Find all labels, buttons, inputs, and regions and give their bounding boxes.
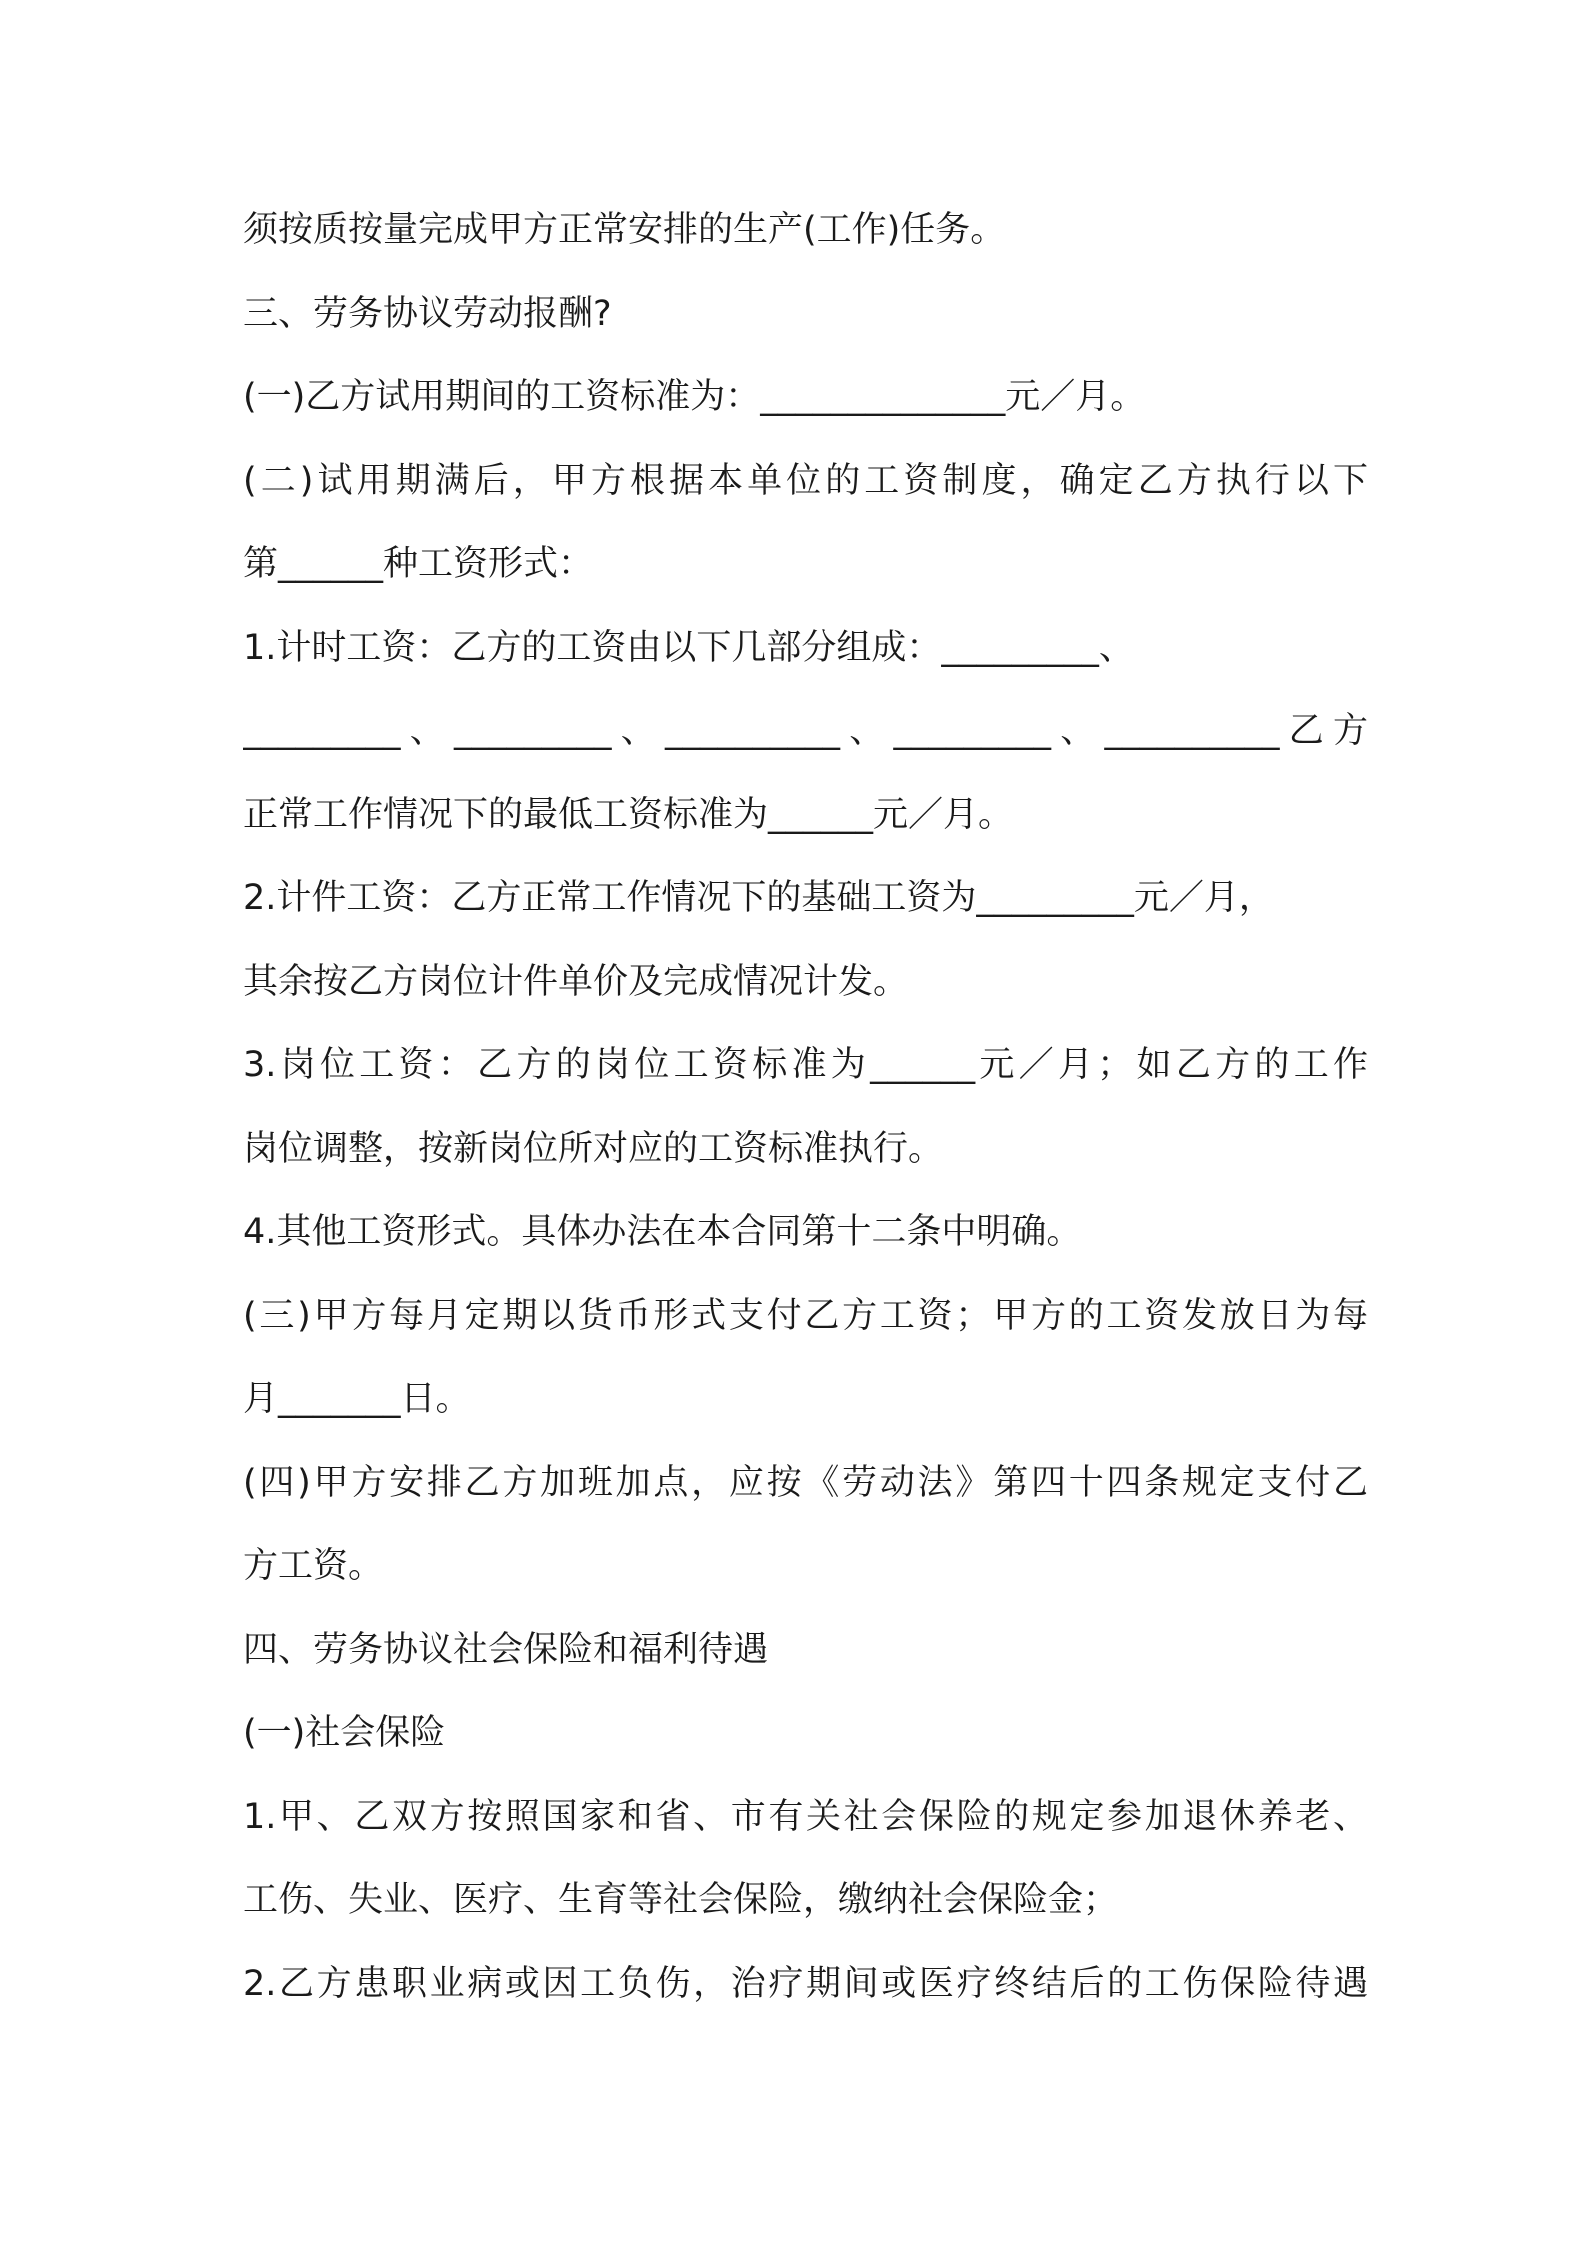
paragraph-line: 正常工作情况下的最低工资标准为______元／月。 — [243, 794, 1014, 835]
paragraph-line: 1.甲、乙双方按照国家和省、市有关社会保险的规定参加退休养老、 — [243, 1796, 1368, 1837]
paragraph-line: (四)甲方安排乙方加班加点，应按《劳动法》第四十四条规定支付乙 — [243, 1462, 1368, 1503]
paragraph-line: 第______种工资形式： — [243, 544, 594, 584]
paragraph-line: 4.其他工资形式。具体办法在本合同第十二条中明确。 — [243, 1212, 1082, 1252]
section-heading-social-insurance: 四、劳务协议社会保险和福利待遇 — [243, 1629, 769, 1670]
paragraph-line: 月_______日。 — [243, 1379, 471, 1419]
section-heading-remuneration: 三、劳务协议劳动报酬? — [243, 293, 612, 334]
paragraph-line: 方工资。 — [243, 1546, 384, 1586]
subsection-heading: (一)社会保险 — [243, 1713, 446, 1753]
paragraph-line: 1.计时工资：乙方的工资由以下几部分组成：_________、 — [243, 627, 1134, 668]
paragraph-line: (三)甲方每月定期以货币形式支付乙方工资；甲方的工资发放日为每 — [243, 1295, 1368, 1336]
paragraph-line: 2.计件工资：乙方正常工作情况下的基础工资为_________元／月， — [243, 878, 1274, 918]
paragraph-line: 工伤、失业、医疗、生育等社会保险，缴纳社会保险金； — [243, 1880, 1119, 1920]
paragraph-line: _________、_________、__________、_________、__________乙方 — [243, 711, 1368, 751]
paragraph-line: 须按质按量完成甲方正常安排的生产(工作)任务。 — [243, 210, 1006, 250]
paragraph-line: 2.乙方患职业病或因工负伤，治疗期间或医疗终结后的工伤保险待遇 — [243, 1963, 1368, 2004]
paragraph-line: (二)试用期满后，甲方根据本单位的工资制度，确定乙方执行以下 — [243, 460, 1368, 501]
paragraph-line: 3.岗位工资：乙方的岗位工资标准为______元／月；如乙方的工作 — [243, 1045, 1368, 1085]
paragraph-line: (一)乙方试用期间的工资标准为：______________元／月。 — [243, 377, 1146, 417]
paragraph-line: 其余按乙方岗位计件单价及完成情况计发。 — [243, 961, 909, 1002]
document-body — [243, 202, 1368, 2039]
paragraph-line: 岗位调整，按新岗位所对应的工资标准执行。 — [243, 1128, 944, 1169]
